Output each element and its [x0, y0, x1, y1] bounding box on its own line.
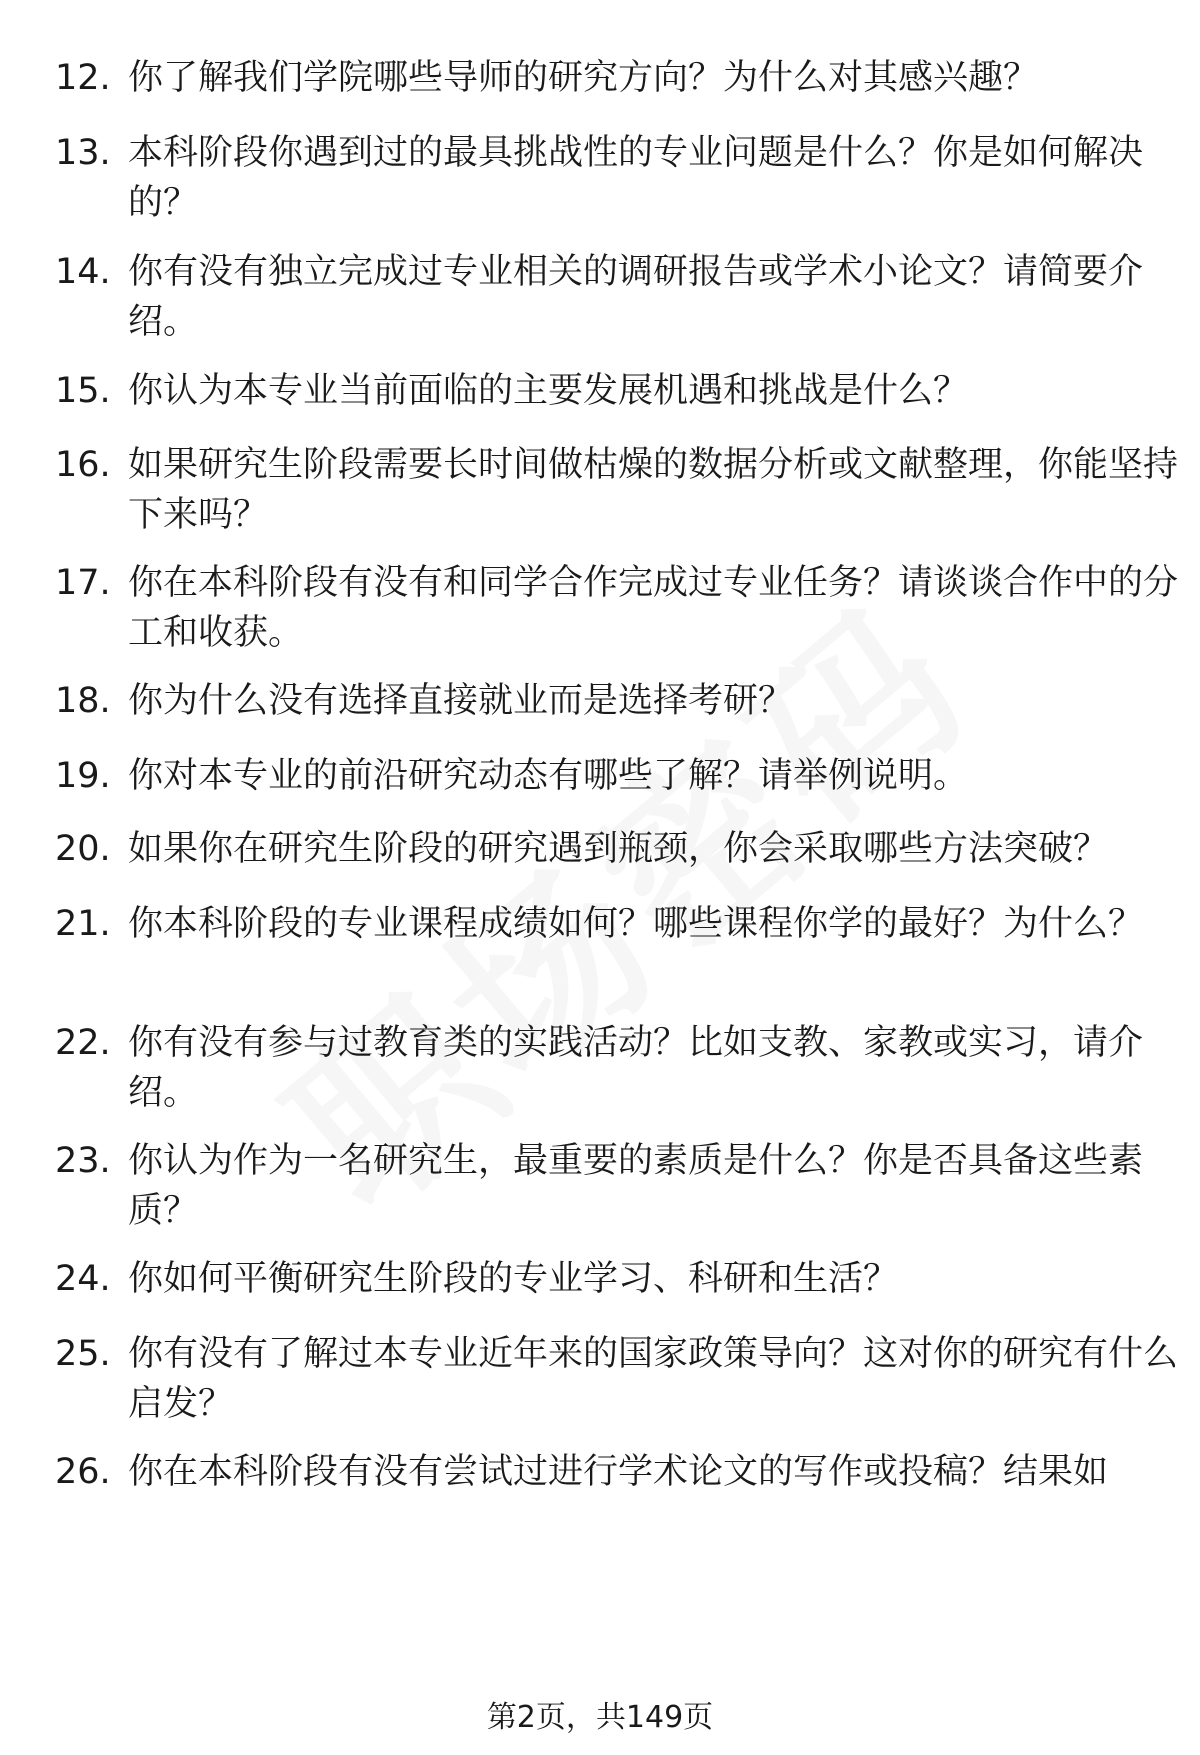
question-text: 你有没有参与过教育类的实践活动？比如支教、家教或实习，请介绍。 [128, 1023, 1144, 1113]
question-text: 你了解我们学院哪些导师的研究方向？为什么对其感兴趣？ [128, 58, 1039, 98]
question-number: 18. [55, 681, 111, 721]
question-text: 你认为本专业当前面临的主要发展机遇和挑战是什么？ [128, 371, 969, 411]
question-number: 23. [55, 1141, 111, 1181]
question-text: 你如何平衡研究生阶段的专业学习、科研和生活？ [128, 1259, 899, 1299]
question-number: 16. [55, 445, 111, 485]
question-number: 19. [55, 756, 111, 796]
question-number: 24. [55, 1259, 111, 1299]
question-number: 26. [55, 1452, 111, 1492]
question-text: 你对本专业的前沿研究动态有哪些了解？请举例说明。 [128, 756, 969, 796]
question-text: 如果你在研究生阶段的研究遇到瓶颈，你会采取哪些方法突破？ [128, 829, 1109, 869]
question-number: 14. [55, 252, 111, 292]
question-text: 你有没有了解过本专业近年来的国家政策导向？这对你的研究有什么启发？ [128, 1334, 1179, 1424]
question-text: 你在本科阶段有没有和同学合作完成过专业任务？请谈谈合作中的分工和收获。 [128, 563, 1179, 653]
question-number: 22. [55, 1023, 111, 1063]
question-number: 13. [55, 133, 111, 173]
page-number-footer: 第2页，共149页 [486, 1700, 714, 1735]
question-text: 你认为作为一名研究生，最重要的素质是什么？你是否具备这些素质？ [128, 1141, 1144, 1231]
question-text: 你有没有独立完成过专业相关的调研报告或学术小论文？请简要介绍。 [128, 252, 1144, 342]
question-text: 如果研究生阶段需要长时间做枯燥的数据分析或文献整理，你能坚持下来吗？ [128, 445, 1179, 535]
question-text: 你在本科阶段有没有尝试过进行学术论文的写作或投稿？结果如 [128, 1452, 1109, 1492]
question-number: 25. [55, 1334, 111, 1374]
question-number: 17. [55, 563, 111, 603]
question-text: 本科阶段你遇到过的最具挑战性的专业问题是什么？你是如何解决的？ [128, 133, 1144, 223]
question-number: 20. [55, 829, 111, 869]
question-text: 你本科阶段的专业课程成绩如何？哪些课程你学的最好？为什么？ [128, 904, 1144, 944]
question-number: 21. [55, 904, 111, 944]
question-number: 12. [55, 58, 111, 98]
question-number: 15. [55, 371, 111, 411]
question-text: 你为什么没有选择直接就业而是选择考研？ [128, 681, 794, 721]
